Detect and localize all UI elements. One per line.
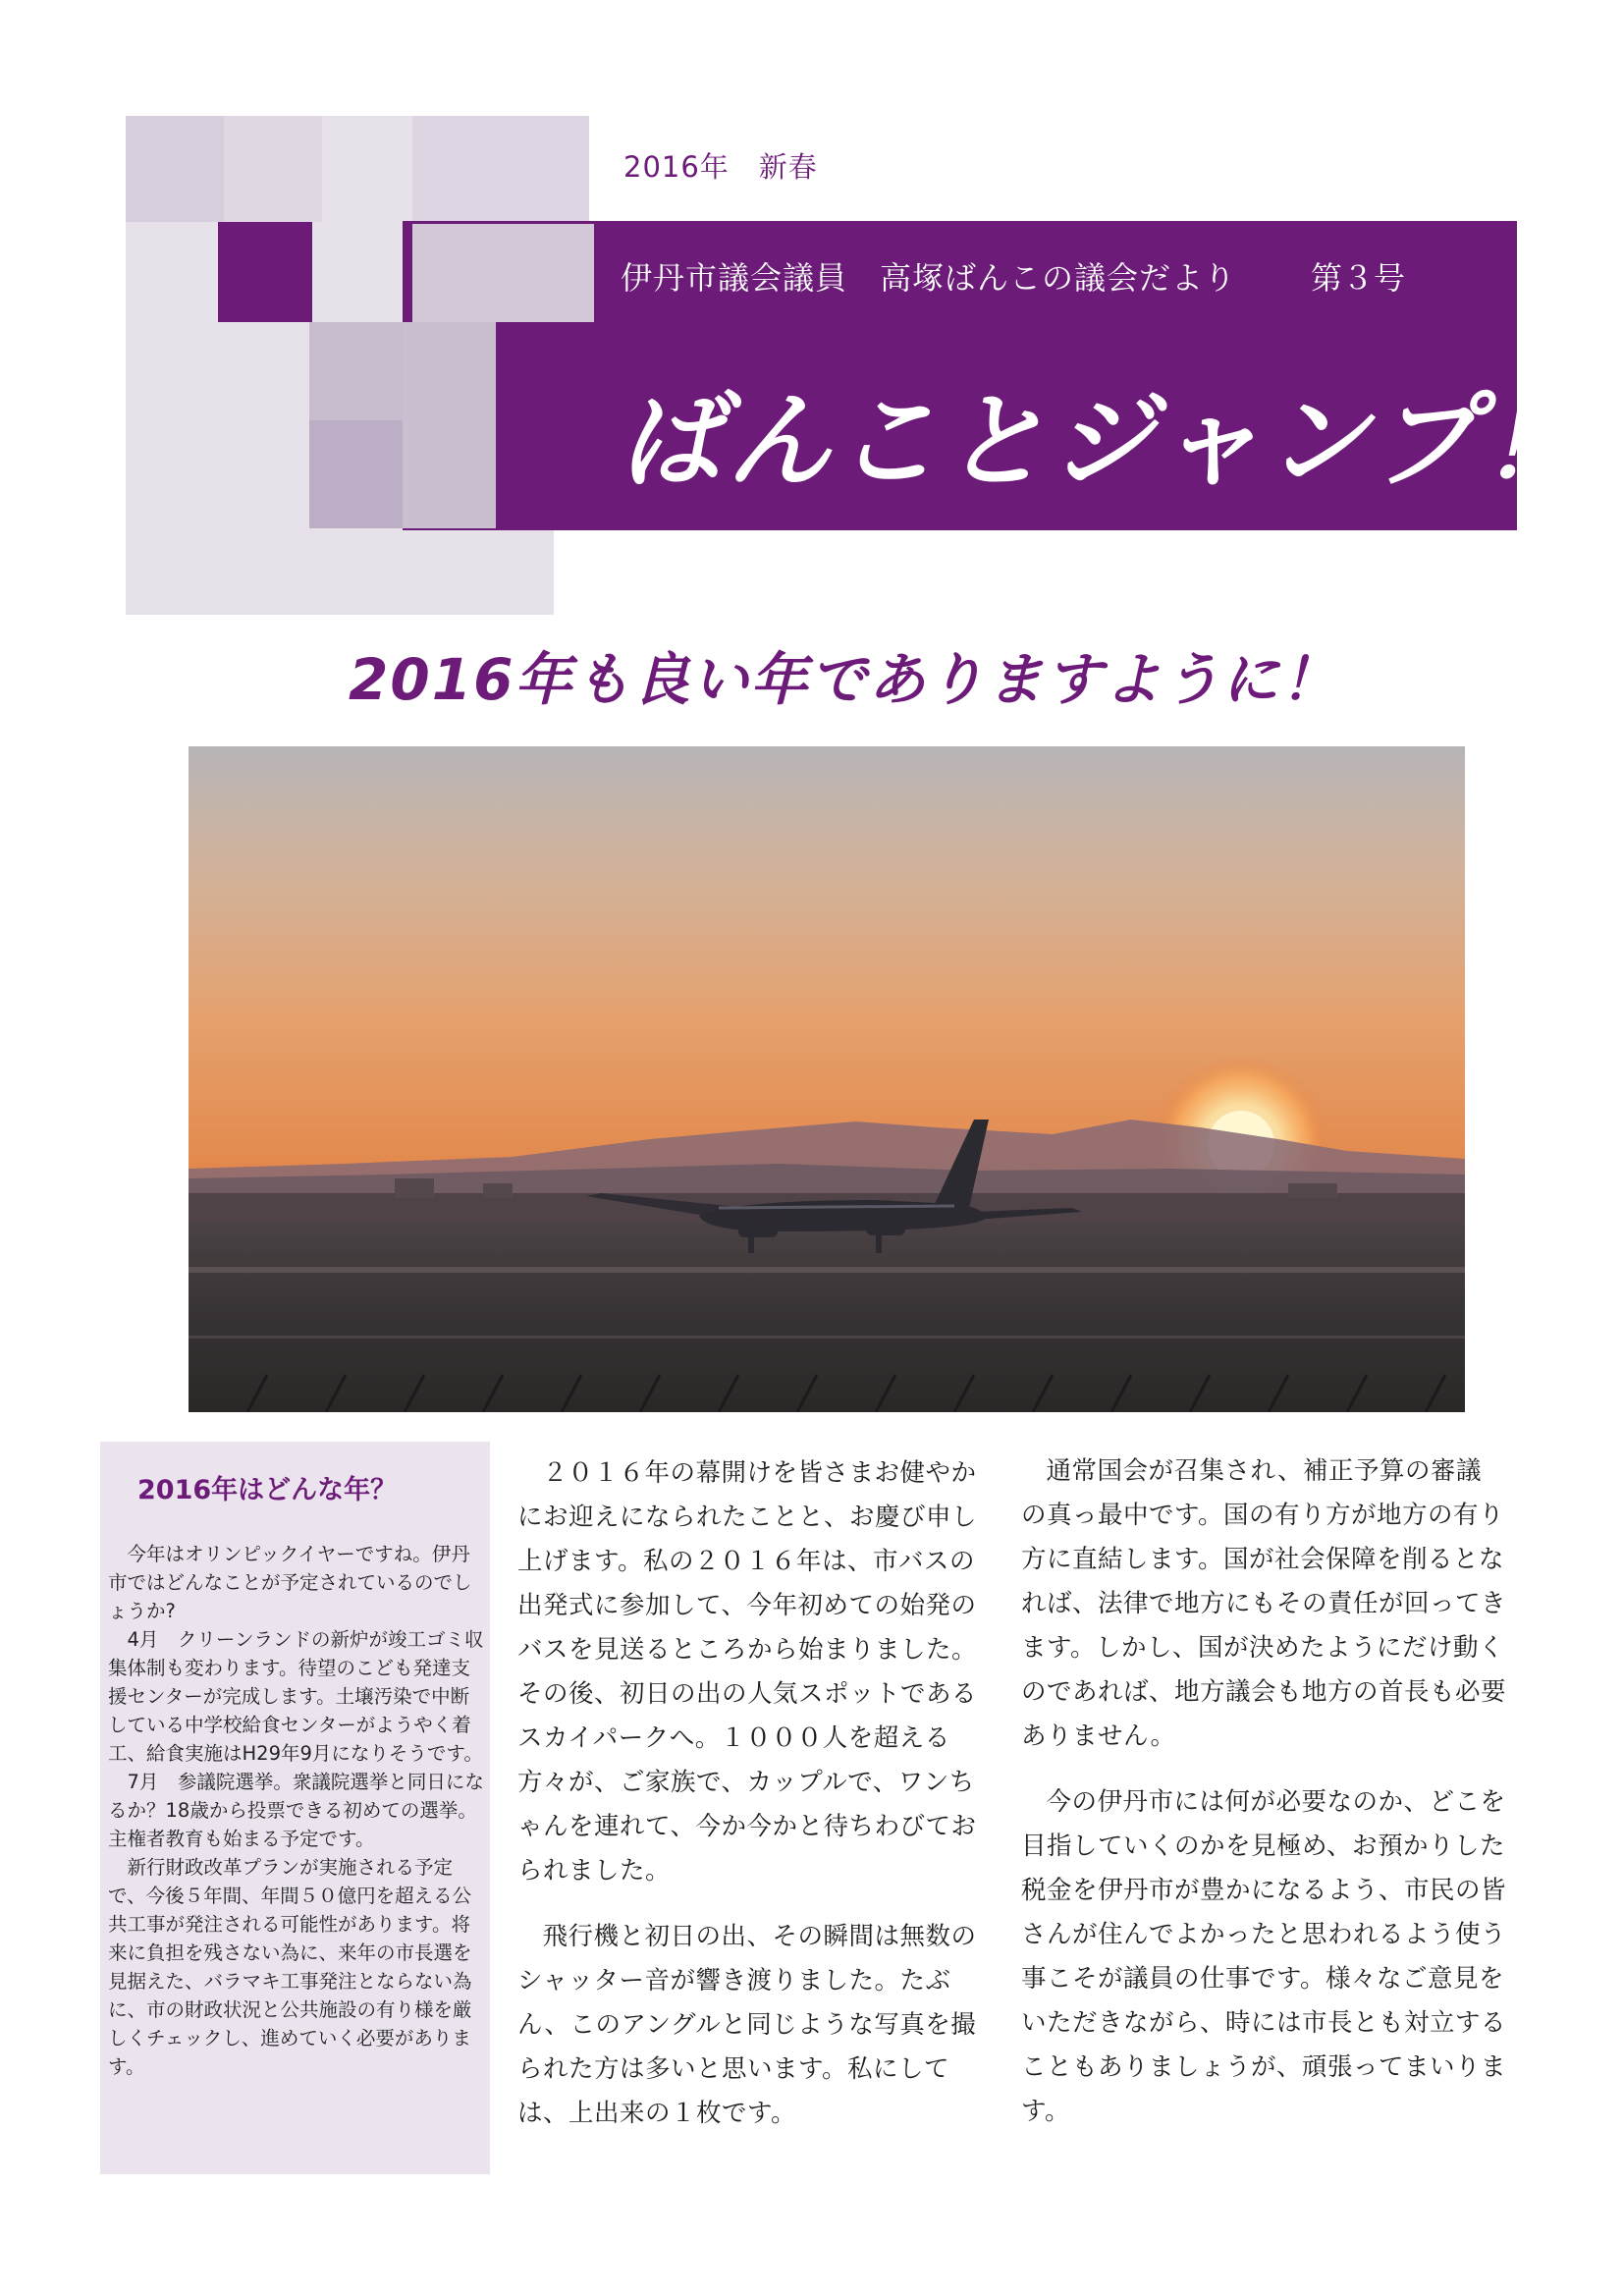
issue-number: 第３号 [1311, 259, 1406, 297]
decor-square [309, 322, 407, 420]
sidebar-paragraph: 新行財政改革プランが実施される予定で、今後５年間、年間５０億円を超える公共工事が発注される可能性があります。将来に負担を残さない為に、来年の市長選を見据えた、バラマキ工事発注とならない為に、市の財政状況と公共施設の有り様を厳しくチェックし、進めていく必要があります。 [108, 1856, 472, 2078]
sidebar-title: 2016年はどんな年？ [137, 1475, 398, 1505]
issue-date: 2016年 新春 [623, 150, 818, 184]
decor-square [224, 116, 322, 222]
decor-square [309, 420, 407, 528]
decor-square [412, 116, 589, 224]
article-paragraph: 通常国会が召集され、補正予算の審議の真っ最中です。国の有り方が地方の有り方に直結します。国が社会保障を削るとなれば、法律で地方にもその責任が回ってきます。しかし、国が決めたようにだけ動くのであれば、地方議会も地方の首長も必要ありません。 [1021, 1456, 1507, 1751]
decor-square [403, 322, 496, 528]
sidebar-body [108, 1540, 486, 2081]
article-column-middle [517, 1451, 999, 2158]
decor-square [412, 224, 594, 322]
article-paragraph: ２０１６年の幕開けを皆さまお健やかにお迎えになられたことと、お慶び申し上げます。私の２０１６年は、市バスの出発式に参加して、今年初めての始発のバスを見送るところから始まりました。その後、初日の出の人気スポットであるスカイパークへ。１０００人を超える方々が、ご家族で、カップルで、ワンちゃんを連れて、今か今かと待ちわびておられました。 [517, 1458, 978, 1886]
newsletter-subtitle: 伊丹市議会議員 高塚ばんこの議会だより [621, 259, 1237, 297]
decor-square [126, 116, 224, 222]
page-headline: 2016年も良い年でありますように！ [349, 646, 1340, 713]
sidebar-paragraph: 今年はオリンピックイヤーですね。伊丹市ではどんなことが予定されているのでしょうか? [108, 1543, 472, 1622]
sunset-airplane-photo [189, 746, 1465, 1412]
masthead-title: ばんことジャンプ！ [619, 381, 1589, 502]
article-column-right [1021, 1449, 1507, 2156]
article-paragraph: 飛行機と初日の出、その瞬間は無数のシャッター音が響き渡りました。たぶん、このアングルと同じような写真を撮られた方は多いと思います。私にしては、上出来の１枚です。 [517, 1922, 977, 2128]
sidebar-paragraph: 7月 参議院選挙。衆議院選挙と同日になるか？18歳から投票できる初めての選挙。主権者教育も始まる予定です。 [108, 1771, 484, 1850]
article-paragraph: 今の伊丹市には何が必要なのか、どこを目指していくのかを見極め、お預かりした税金を伊丹市が豊かになるよう、市民の皆さんが住んでよかったと思われるよう使う事こそが議員の仕事です。様々なご意見をいただきながら、時には市長とも対立することもありましょうが、頑張ってまいります。 [1021, 1787, 1507, 2126]
decor-square-purple [218, 222, 312, 322]
sidebar-paragraph: 4月 クリーンランドの新炉が竣工ゴミ収集体制も変わります。待望のこども発達支援センターが完成します。土壌汚染で中断している中学校給食センターがようやく着工、給食実施はH29年9月になりそうです。 [108, 1628, 484, 1765]
